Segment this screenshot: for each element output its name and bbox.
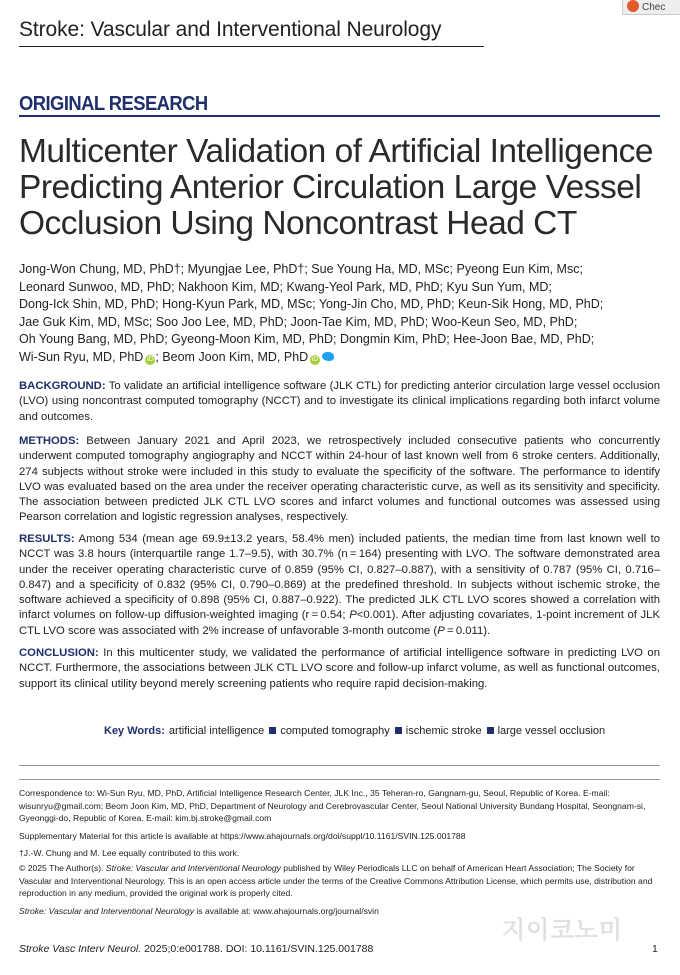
orcid-icon[interactable]: iD bbox=[147, 355, 154, 363]
keyword: large vessel occlusion bbox=[497, 725, 606, 737]
keyword: ischemic stroke bbox=[405, 725, 482, 737]
copyright-journal: Stroke: Vascular and Interventional Neurology bbox=[105, 863, 281, 873]
author-line: Jong-Won Chung, MD, PhD†; Myungjae Lee, PhD†; Sue Young Ha, MD, MSc; Pyeong Eun Kim, Msc; bbox=[19, 262, 583, 276]
abstract-methods bbox=[19, 434, 660, 526]
author-line: Leonard Sunwoo, MD, PhD; Nakhoon Kim, MD; Kwang-Yeol Park, MD, PhD; Kyu Sun Yum, MD; bbox=[19, 279, 552, 294]
author-ryu: Wi-Sun Ryu, MD, PhD bbox=[19, 349, 144, 364]
results-label: RESULTS: bbox=[19, 533, 75, 545]
methods-label: METHODS: bbox=[19, 435, 80, 447]
copyright-text: published by Wiley Periodicals LLC on behalf of American Heart Association; The Society for Vascular and Interventional Neurology. This is an open access article under the terms of the Creative Commons Attribution License, which permits use, distribution and reproduction in any medium, provided the original work is properly cited. bbox=[19, 863, 653, 899]
results-text: = 0.011). bbox=[444, 624, 491, 637]
author-line: Oh Young Bang, MD, PhD; Gyeong-Moon Kim, MD, PhD; Dongmin Kim, PhD; Hee-Joon Bae, MD, PhD; bbox=[19, 332, 595, 347]
supplementary-note: Supplementary Material for this article is available at https://www.ahajournals.org/doi/suppl/10.1161/SVIN.125.001788 bbox=[19, 831, 466, 841]
journal-name: Stroke: Vascular and Interventional Neurology bbox=[19, 18, 442, 41]
section-label: ORIGINAL RESEARCH bbox=[19, 93, 208, 115]
twitter-icon[interactable] bbox=[322, 352, 334, 361]
abstract-background bbox=[19, 379, 660, 425]
author-line: Dong-Ick Shin, MD, PhD; Hong-Kyun Park, MD, MSc; Yong-Jin Cho, MD, PhD; Keun-Sik Hong, MD, PhD; bbox=[19, 297, 604, 312]
crossmark-button[interactable] bbox=[622, 0, 680, 15]
abstract-conclusion bbox=[19, 646, 660, 692]
keywords bbox=[104, 725, 605, 737]
availability-journal: Stroke: Vascular and Interventional Neurology bbox=[19, 906, 194, 916]
results-text: <0.001). After adjusting covariates, 1-point increment of JLK CTL LVO score was associated with 2% increase of unfavorable 3-month outcome ( bbox=[19, 609, 660, 637]
background-label: BACKGROUND: bbox=[19, 380, 106, 392]
footnote-divider bbox=[19, 765, 660, 766]
author-line: Jae Guk Kim, MD, MSc; Soo Joo Lee, MD, PhD; Joon-Tae Kim, MD, PhD; Woo-Keun Seo, MD, PhD; bbox=[19, 314, 578, 329]
citation-text: 2025;0:e001788. DOI: 10.1161/SVIN.125.001788 bbox=[141, 943, 374, 955]
citation-journal: Stroke Vasc Interv Neurol. bbox=[19, 943, 142, 955]
article-title: Multicenter Validation of Artificial Intelligence Predicting Anterior Circulation Large Vessel Occlusion Using Noncontrast Head CT bbox=[19, 133, 654, 242]
p-value-symbol: P bbox=[349, 609, 357, 622]
orcid-icon[interactable]: iD bbox=[311, 355, 319, 363]
abstract-results bbox=[19, 532, 660, 639]
section-divider bbox=[19, 115, 660, 117]
watermark: 지이코노미 bbox=[502, 917, 623, 944]
journal-underline bbox=[19, 46, 484, 47]
crossmark-label: Chec bbox=[642, 2, 666, 13]
copyright-text: © 2025 The Author(s). bbox=[19, 863, 106, 873]
equal-contribution-note: †J.-W. Chung and M. Lee equally contributed to this work. bbox=[19, 848, 240, 858]
copyright-note bbox=[19, 862, 660, 900]
author-list bbox=[19, 261, 669, 367]
footnote-divider bbox=[19, 779, 660, 780]
methods-text: Between January 2021 and April 2023, we retrospectively included consecutive patients who concurrently underwent computed tomography angiography and NCCT within 24-hour of last known well from 6 stroke centers. Additionally, 274 subjects without stroke were included in this study to evaluate the specificity of the software. The performance to identify LVO was evaluated based on the area under the receiver operating characteristic curve, as well as its sensitivity and specificity. The association between predicted JLK CTL LVO scores and infarct volumes and functional outcomes was assessed using Pearson correlation and logistic regression analyses, respectively. bbox=[19, 435, 661, 524]
availability-text: is available at: www.ahajournals.org/journal/svin bbox=[194, 906, 379, 916]
square-bullet-icon bbox=[487, 727, 494, 734]
citation-footer bbox=[19, 943, 373, 955]
conclusion-text: In this multicenter study, we validated the performance of artificial intelligence software in predicting LVO on NCCT. Furthermore, the associations between JLK CTL LVO score and follow-up infarct volume, as well as functional outcomes, support its clinical utility beyond merely screening patients who require rapid decision-making. bbox=[19, 647, 661, 690]
square-bullet-icon bbox=[395, 727, 402, 734]
background-text: To validate an artificial intelligence software (JLK CTL) for predicting anterior circulation large vessel occlusion (LVO) using noncontrast computed tomography (NCCT) and to investigate its clinical implications regarding both infarct volume and outcomes. bbox=[19, 380, 660, 423]
keyword: computed tomography bbox=[280, 725, 390, 737]
results-text: Among 534 (mean age 69.9±13.2 years, 58.4% men) included patients, the median time from last known well to NCCT was 3.8 hours (interquartile range 1.7–9.5), with 30.7% (n = 164) presenting with LVO. The software demonstrated area under the receiver operating characteristic curve of 0.859 (95% CI, 0.827–0.887), with a sensitivity of 0.787 (95% CI, 0.716–0.847) and a specificity of 0.832 (95% CI, 0.790–0.869) at the predefined threshold. In subjects without ischemic stroke, the software achieved a specificity of 0.898 (95% CI, 0.887–0.922). The predicted JLK CTL LVO scores showed a correlation with infarct volumes on follow-up diffusion-weighted imaging (r = 0.54; bbox=[19, 533, 661, 622]
keyword: artificial intelligence bbox=[168, 725, 265, 737]
crossmark-icon bbox=[627, 0, 639, 12]
correspondence-note: Correspondence to: Wi-Sun Ryu, MD, PhD, Artificial Intelligence Research Center, JLK Inc., 35 Teheran-ro, Gangnam-gu, Seoul, Republic of Korea. E-mail: wisunryu@gmail.com; Beom Joon Kim, MD, PhD, Department of Neurology and Cerebrovascular Center, Seoul National University Bundang Hospital, Seongnam-si, Gyeonggi-do, Republic of Korea. E-mail: kim.bj.stroke@gmail.com bbox=[19, 788, 646, 824]
keywords-label: Key Words: bbox=[104, 725, 165, 737]
p-value-symbol: P bbox=[437, 624, 445, 637]
conclusion-label: CONCLUSION: bbox=[19, 647, 99, 659]
square-bullet-icon bbox=[269, 727, 276, 734]
page-number: 1 bbox=[652, 943, 658, 955]
author-kim: ; Beom Joon Kim, MD, PhD bbox=[155, 349, 309, 364]
